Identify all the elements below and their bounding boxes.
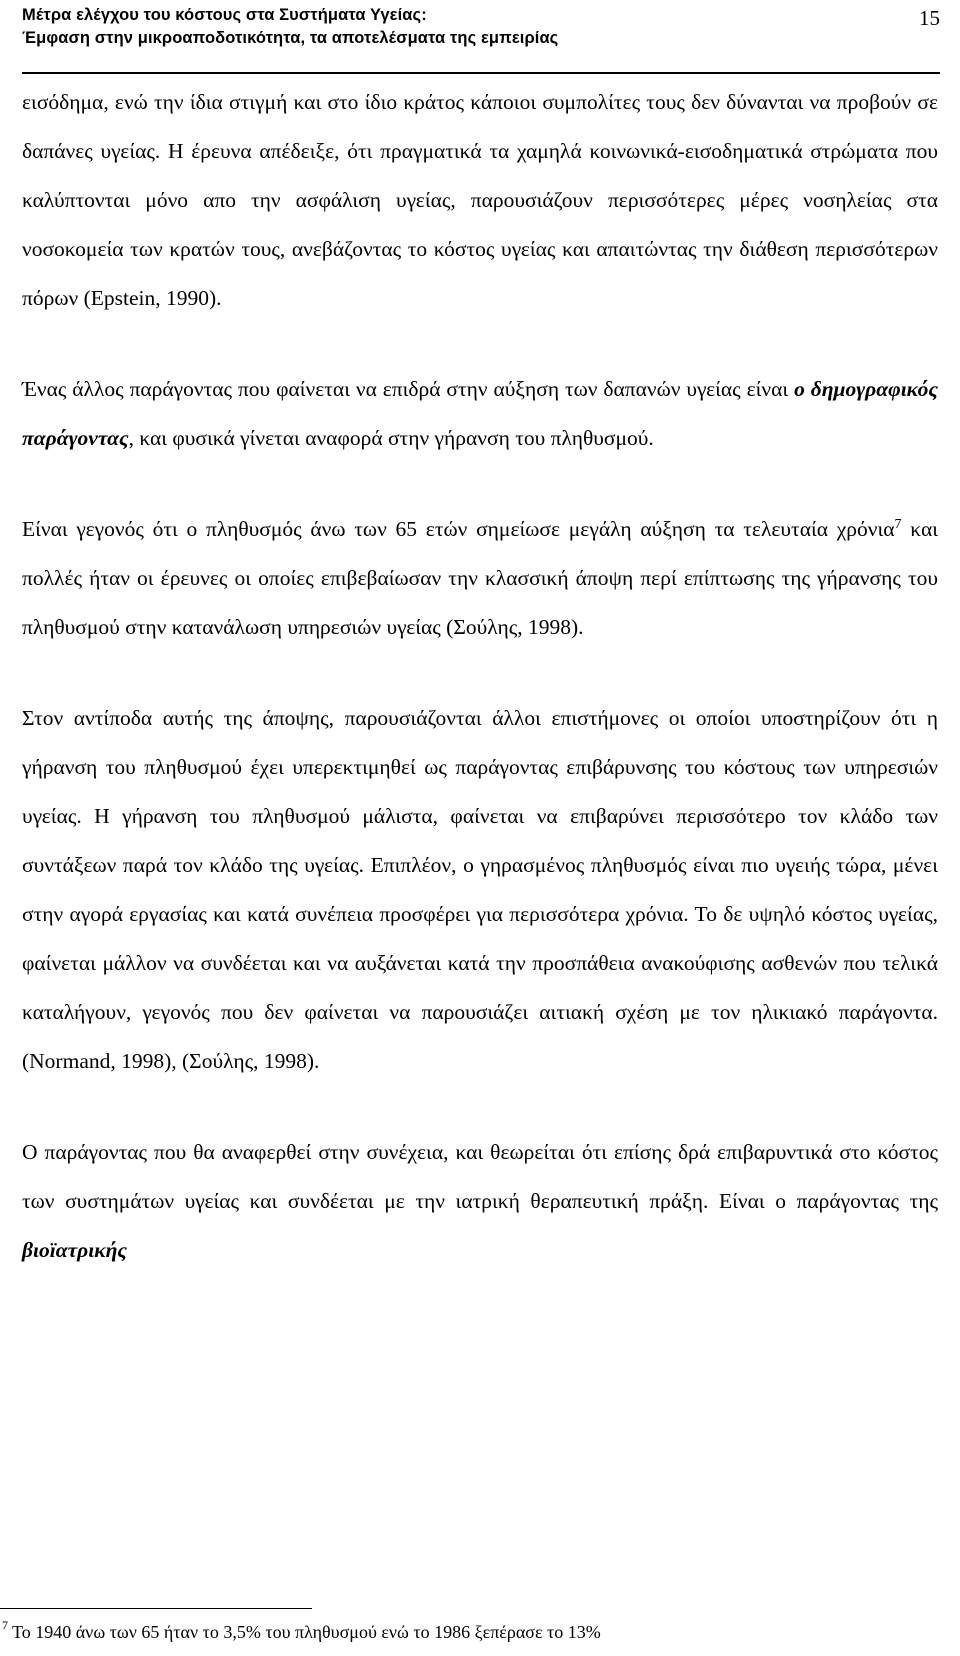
running-title-line-2: Έμφαση στην μικροαποδοτικότητα, τα αποτελέσματα της εμπειρίας: [22, 29, 559, 47]
paragraph-4: Στον αντίποδα αυτής της άποψης, παρουσιάζονται άλλοι επιστήμονες οι οποίοι υποστηρίζουν ότι η γήρανση του πληθυσμού έχει υπερεκτιμηθεί ως παράγοντας επιβάρυνσης του κόστους των υπηρεσιών υγείας. Η γήρανση του πληθυσμού μάλιστα, φαίνεται να επιβαρύνει περισσότερο τον κλάδο των συντάξεων παρά τον κλάδο της υγείας. Επιπλέον, ο γηρασμένος πληθυσμός είναι πιο υγειής τώρα, μένει στην αγορά εργασίας και κατά συνέπεια προσφέρει για περισσότερα χρόνια. Το δε υψηλό κόστος υγείας, φαίνεται μάλλον να συνδέεται και να αυξάνεται κατά την προσπάθεια ανακούφισης ασθενών που τελικά καταλήγουν, γεγονός που δεν φαίνεται να παρουσιάζει αιτιακή σχέση με τον ηλικιακό παράγοντα. (Normand, 1998), (Σούλης, 1998).: [22, 706, 938, 1073]
footnote-divider: [0, 1608, 312, 1609]
footnote-text: Το 1940 άνω των 65 ήταν το 3,5% του πληθυσμού ενώ το 1986 ξεπέρασε το 13%: [12, 1622, 601, 1642]
paragraph-2: [22, 365, 938, 463]
footnote-reference: 7: [894, 517, 902, 532]
footnote: [2, 1617, 932, 1647]
running-title: [22, 4, 558, 50]
paragraph-3: [22, 505, 938, 652]
body-text: [22, 78, 938, 1275]
page-number: 15: [919, 6, 940, 30]
header-divider: [22, 72, 940, 74]
paragraph-2-text-start: Ένας άλλος παράγοντας που φαίνεται να επιδρά στην αύξηση των δαπανών υγείας είναι: [22, 377, 795, 401]
paragraph-2-text-end: , και φυσικά γίνεται αναφορά στην γήρανση του πληθυσμού.: [128, 426, 654, 450]
paragraph-3-text-start: Είναι γεγονός ότι ο πληθυσμός άνω των 65 ετών σημείωσε μεγάλη αύξηση τα τελευταία χρόνια: [22, 517, 895, 541]
demographic-factor-emphasis: ο δημογραφικός παράγοντας: [22, 377, 938, 450]
paragraph-3-text-end: και πολλές ήταν οι έρευνες οι οποίες επιβεβαίωσαν την κλασσική άποψη περί επίπτωσης της γήρανσης του πληθυσμού στην κατανάλωση υπηρεσιών υγείας (Σούλης, 1998).: [22, 517, 938, 639]
running-header: [22, 0, 940, 75]
paragraph-5-text: Ο παράγοντας που θα αναφερθεί στην συνέχεια, και θεωρείται ότι επίσης δρά επιβαρυντικά στο κόστος των συστημάτων υγείας και συνδέεται με την ιατρική θεραπευτική πράξη. Είναι ο παράγοντας της: [22, 1140, 938, 1213]
running-title-line-1: Μέτρα ελέγχου του κόστους στα Συστήματα Υγείας:: [22, 6, 427, 24]
biomedical-factor-emphasis: βιοϊατρικής: [22, 1238, 127, 1262]
footnote-number: 7: [2, 1618, 8, 1632]
paragraph-1: εισόδημα, ενώ την ίδια στιγμή και στο ίδιο κράτος κάποιοι συμπολίτες τους δεν δύνανται να προβούν σε δαπάνες υγείας. Η έρευνα απέδειξε, ότι πραγματικά τα χαμηλά κοινωνικά-εισοδηματικά στρώματα που καλύπτονται μόνο απο την ασφάλιση υγείας, παρουσιάζουν περισσότερες μέρες νοσηλείας στα νοσοκομεία των κρατών τους, ανεβάζοντας το κόστος υγείας και απαιτώντας την διάθεση περισσότερων πόρων (Epstein, 1990).: [22, 90, 938, 310]
paragraph-5: [22, 1128, 938, 1275]
